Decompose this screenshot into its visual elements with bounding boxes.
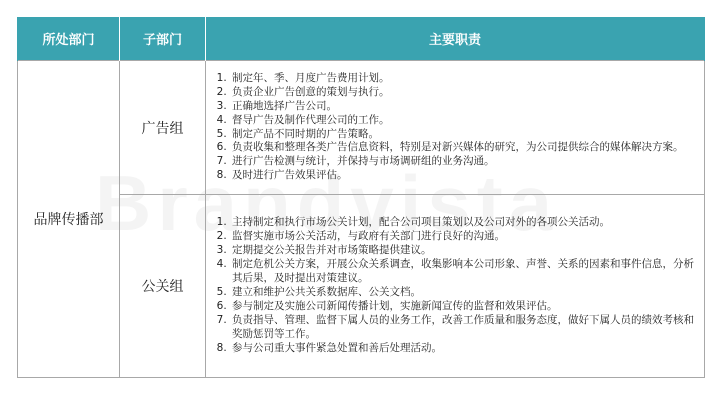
duty-list-advertising [206, 72, 704, 183]
list-item: 6. 参与制定及实施公司新闻传播计划，实施新闻宣传的监督和效果评估。 [230, 300, 704, 314]
subdepartment-advertising: 广告组 [120, 61, 206, 195]
list-item: 1. 制定年、季、月度广告费用计划。 [230, 72, 704, 86]
list-item: 1. 主持制定和执行市场公关计划，配合公司项目策划以及公司对外的各项公关活动。 [230, 216, 704, 230]
department-cell: 品牌传播部 [18, 61, 120, 378]
list-item: 4. 督导广告及制作代理公司的工作。 [230, 114, 704, 128]
list-item: 3. 正确地选择广告公司。 [230, 100, 704, 114]
subdepartment-pr: 公关组 [120, 195, 206, 378]
duties-pr [206, 195, 705, 378]
header-duties: 主要职责 [206, 17, 705, 61]
header-subdepartment: 子部门 [120, 17, 206, 61]
list-item: 5. 制定产品不同时期的广告策略。 [230, 128, 704, 142]
table-row-pr [18, 195, 705, 378]
duties-advertising [206, 61, 705, 195]
duty-list-pr [206, 216, 704, 355]
list-item: 8. 参与公司重大事件紧急处置和善后处理活动。 [230, 342, 704, 356]
list-item: 3. 定期提交公关报告并对市场策略提供建议。 [230, 244, 704, 258]
list-item: 5. 建立和维护公共关系数据库、公关文档。 [230, 286, 704, 300]
list-item: 4. 制定危机公关方案，开展公众关系调查，收集影响本公司形象、声誉、关系的因素和事件信息，分析其后果，及时提出对策建议。 [230, 258, 704, 286]
list-item: 7. 负责指导、管理、监督下属人员的业务工作，改善工作质量和服务态度，做好下属人员的绩效考核和奖励惩罚等工作。 [230, 314, 704, 342]
list-item: 8. 及时进行广告效果评估。 [230, 169, 704, 183]
list-item: 6. 负责收集和整理各类广告信息资料，特别是对新兴媒体的研究，为公司提供综合的媒体解决方案。 [230, 141, 704, 155]
header-department: 所处部门 [18, 17, 120, 61]
table-row-advertising [18, 61, 705, 195]
list-item: 7. 进行广告检测与统计，并保持与市场调研组的业务沟通。 [230, 155, 704, 169]
responsibility-table [17, 17, 705, 378]
list-item: 2. 负责企业广告创意的策划与执行。 [230, 86, 704, 100]
table-header-row [18, 17, 705, 61]
list-item: 2. 监督实施市场公关活动，与政府有关部门进行良好的沟通。 [230, 230, 704, 244]
